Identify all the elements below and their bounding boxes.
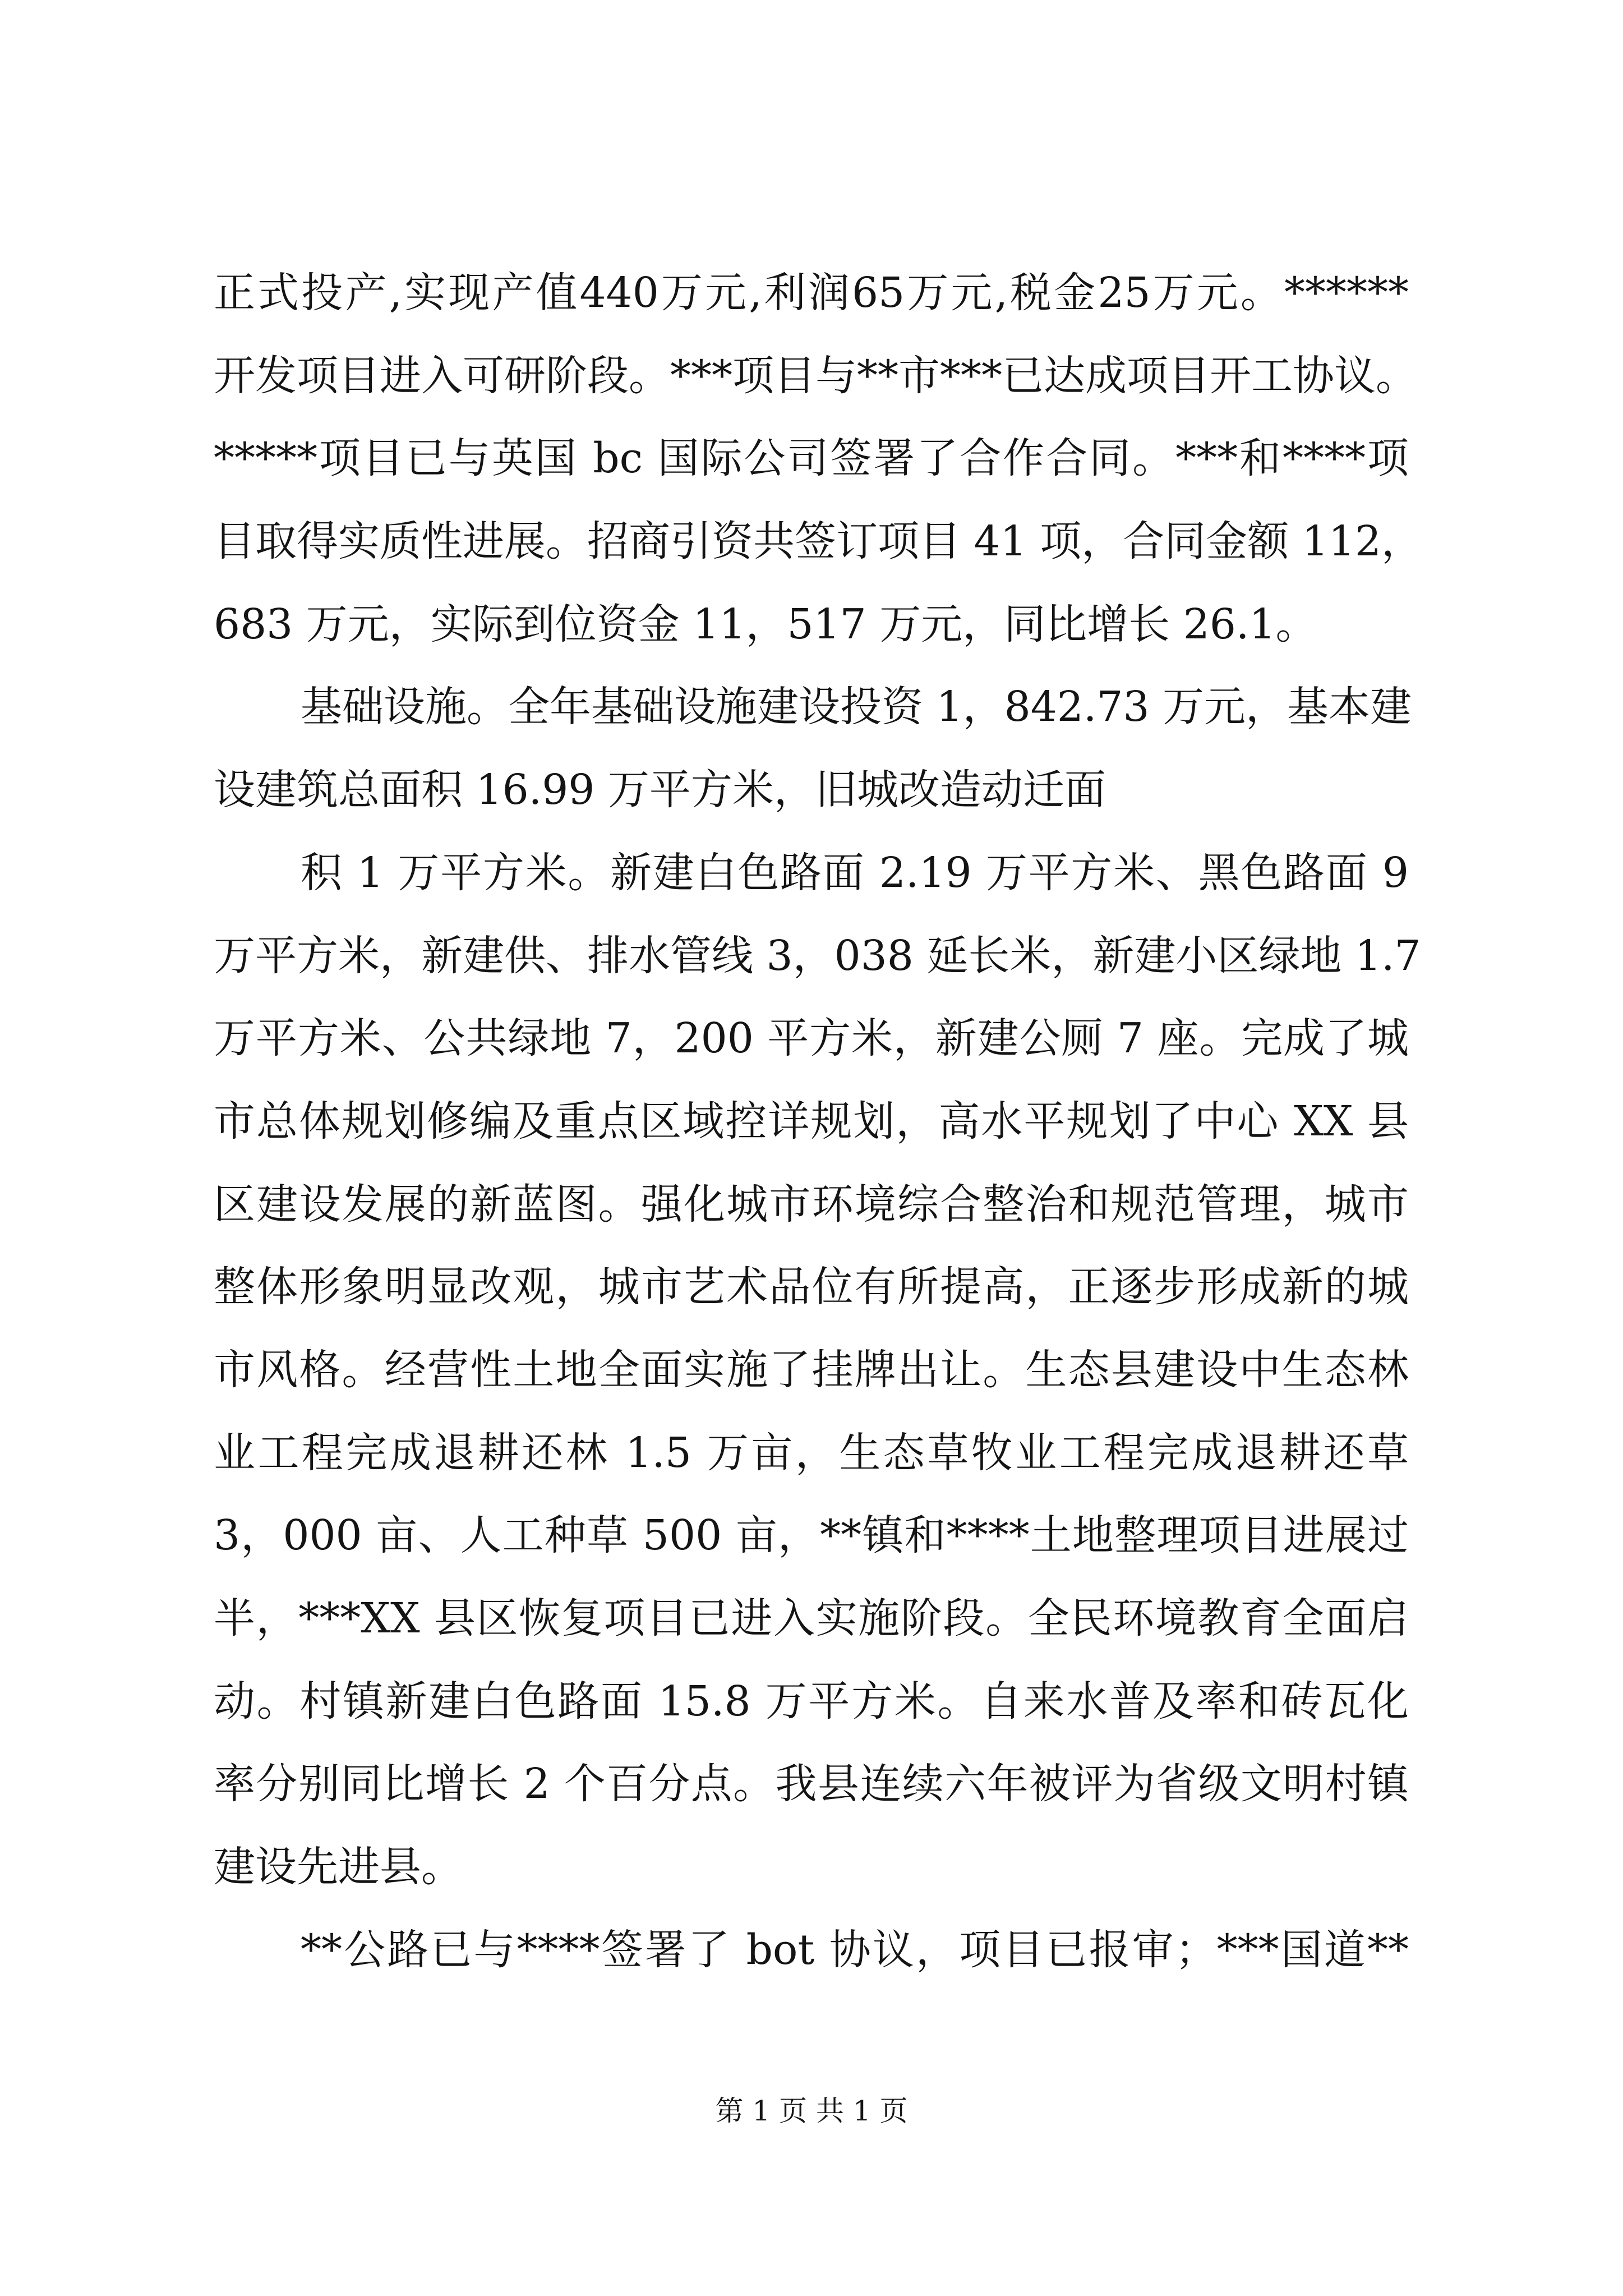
text-line: **公路已与****签署了 bot 协议，项目已报审；***国道** — [301, 1925, 1409, 1974]
text-line: 市总体规划修编及重点区域控详规划，高水平规划了中心 XX 县 — [214, 1097, 1409, 1145]
paragraph-investment — [214, 252, 1423, 666]
text-line: 万平方米，新建供、排水管线 3，038 延长米，新建小区绿地 1.7 — [214, 931, 1421, 980]
text-line: 建设先进县。 — [214, 1843, 463, 1892]
text-line: *****项目已与英国 bc 国际公司签署了合作合同。***和****项 — [214, 434, 1409, 483]
text-line: 设建筑总面积 16.99 万平方米，旧城改造动迁面 — [214, 766, 1106, 815]
text-line: 率分别同比增长 2 个百分点。我县连续六年被评为省级文明村镇 — [214, 1760, 1409, 1809]
page-footer — [0, 2094, 1623, 2128]
text-line: 动。村镇新建白色路面 15.8 万平方米。自来水普及率和砖瓦化 — [214, 1677, 1409, 1726]
paragraph-infrastructure — [214, 666, 1412, 831]
paragraph-urban-construction — [214, 832, 1421, 1909]
text-line: 开发项目进入可研阶段。***项目与**市***已达成项目开工协议。 — [214, 351, 1417, 400]
text-line: 区建设发展的新蓝图。强化城市环境综合整治和规范管理，城市 — [214, 1180, 1409, 1228]
text-line: 市风格。经营性土地全面实施了挂牌出让。生态县建设中生态林 — [214, 1345, 1409, 1394]
text-line: 半，***XX 县区恢复项目已进入实施阶段。全民环境教育全面启 — [214, 1594, 1409, 1642]
text-line: 积 1 万平方米。新建白色路面 2.19 万平方米、黑色路面 9 — [301, 848, 1409, 897]
text-line: 整体形象明显改观，城市艺术品位有所提高，正逐步形成新的城 — [214, 1263, 1409, 1312]
text-line: 正式投产,实现产值440万元,利润65万元,税金25万元。****** — [214, 269, 1409, 317]
document-body — [214, 252, 1423, 1991]
text-line: 万平方米、公共绿地 7，200 平方米，新建公厕 7 座。完成了城 — [214, 1014, 1409, 1063]
text-line: 3，000 亩、人工种草 500 亩，**镇和****土地整理项目进展过 — [214, 1511, 1409, 1560]
text-line: 683 万元，实际到位资金 11，517 万元，同比增长 26.1。 — [214, 600, 1317, 648]
text-line: 业工程完成退耕还林 1.5 万亩，生态草牧业工程完成退耕还草 — [214, 1428, 1409, 1477]
text-line: 基础设施。全年基础设施建设投资 1，842.73 万元，基本建 — [301, 683, 1412, 731]
text-line: 目取得实质性进展。招商引资共签订项目 41 项，合同金额 112， — [214, 517, 1423, 566]
page-number: 第 1 页 共 1 页 — [715, 2095, 908, 2127]
paragraph-highway — [214, 1909, 1409, 1992]
